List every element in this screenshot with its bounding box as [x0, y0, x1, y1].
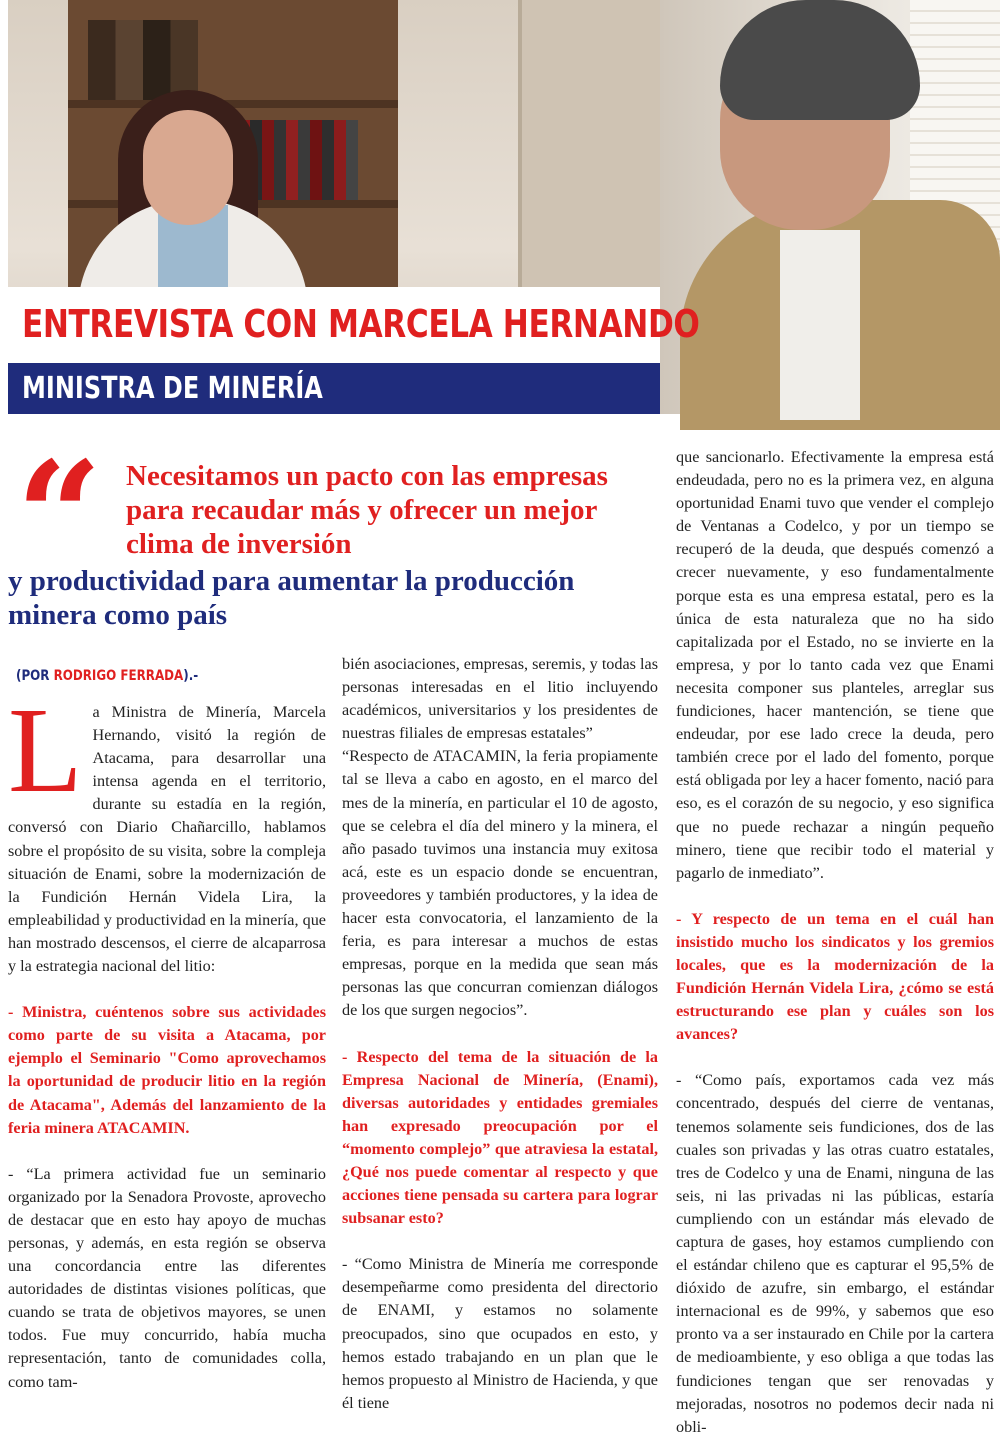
byline — [16, 668, 198, 684]
byline-prefix: (POR — [16, 668, 54, 684]
books — [88, 20, 198, 100]
quote-mark-icon: “ — [16, 429, 103, 605]
dropcap: L — [8, 683, 83, 818]
pull-quote-blue: y productividad para aumentar la producción minera como país — [8, 565, 575, 631]
byline-suffix: ).- — [183, 668, 199, 684]
answer-1-continued: bién asociaciones, empresas, seremis, y todas las personas interesadas en el litio incluyendo académicos, universitarios y los presidentes de nuestras filiales de empresas estatales” — [342, 655, 659, 743]
article-column-1 — [8, 683, 326, 1391]
answer-2-continued: que sancionarlo. Efectivamente la empresa está endeudada, pero no es la primera vez, en alguna oportunidad Enami tuvo que vender el complejo de Ventanas a Codelco, y por un tiempo se recuperó de la deuda, que después comenzó a crecer nuevamente, y eso fundamentalmente porque esta es una empresa estatal, pero es la única de esta naturaleza que no ha sido capitalizada por el Estado, no se invierte en la empresa, y por lo tanto cada vez que Enami necesita componer sus planteles, arreglar sus fundiciones, hacer mantención, se tiene que endeudar, por ese lado crece la deuda, pero también crece por el lado del fomento, porque está obligada por ley a hacer fomento, nació para eso, es el corazón de su negocio, y eso significa que no puede rechazar a ningún pequeño minero, tiene que recibir todo el material y pagarlo de inmediato”. — [676, 448, 994, 882]
question-2: - Respecto del tema de la situación de la Empresa Nacional de Minería, (Enami), diversas autoridades y entidades gremiales han expresado preocupación por el “momento complejo” que atraviesa la estatal, ¿Qué nos puede comentar al respecto y que acciones tiene pensada su cartera para lograr subsanar esto? — [342, 1047, 658, 1228]
atacamin-paragraph: “Respecto de ATACAMIN, la feria propiamente tal se lleva a cabo en agosto, en el marco del mes de la minería, en particular el 10 de agosto, que se celebra el día del minero y la minera, el año pasado tuvimos una instancia muy exitosa acá, este es un espacio donde se encuentran, proveedores y también productores, y la idea de hacer esta convocatoria, el lanzamiento de la feria, es para interesar a muchos de estas empresas, porque en la medida que sean más personas las que concurran comienzan diálogos de los que surgen negocios”. — [342, 747, 658, 1020]
answer-2: - “Como Ministra de Minería me corresponde desempeñarme como presidenta del directorio de ENAMI, y estamos no solamente preocupados, sino que ocupados en esto, y hemos estado trabajando en un plan que le hemos propuesto al Ministro de Hacienda, y que él tiene — [342, 1255, 658, 1412]
question-1: - Ministra, cuéntenos sobre sus actividades como parte de su visita a Atacama, por ejemplo el Seminario "Como aprovechamos la oportunidad de producir litio en la región de Atacama", Además del lanzamiento de la feria minera ATACAMIN. — [8, 1003, 326, 1137]
page-title: ENTREVISTA CON MARCELA HERNANDO — [22, 302, 700, 346]
pull-quote-red: Necesitamos un pacto con las empresas para recaudar más y ofrecer un mejor clima de inversión — [126, 460, 608, 560]
article-column-2 — [342, 653, 659, 1412]
answer-1: - “La primera actividad fue un seminario organizado por la Senadora Provoste, aprovecho de destacar que en esto hay apoyo de muchas personas, y además, en esta región se observa una concordancia entre las diferentes autoridades de distintas visiones políticas, que cuando se trata de objetivos mayores, se unen todos. Fue muy concurrido, había mucha representación, tanto de comunidades colla, como tam- — [8, 1164, 326, 1391]
page-subtitle: MINISTRA DE MINERÍA — [22, 371, 323, 406]
byline-author: RODRIGO FERRADA — [53, 668, 184, 684]
answer-3: - “Como país, exportamos cada vez más concentrado, después del cierre de ventanas, tenemos solamente seis fundiciones, dos de las cuales son privadas y las otras cuatro estatales, tres de Codelco y una de Enami, ninguna de las seis, ni las privadas ni las públicas, estaría cumpliendo con un estándar más elevado de captura de gases, hoy estamos cumpliendo con el estándar chileno que es capturar el 95,5% de dióxido de azufre, sin embargo, el estándar internacional es de 99%, y sabemos que eso pronto va a ser instaurado en Chile por la cartera de medioambiente, y eso obliga a que todas las fundiciones tengan que ser renovadas y mejoradas, nosotros no podemos decir nada ni obli- — [676, 1071, 994, 1436]
interview-photo-right — [660, 0, 992, 414]
man-hair — [720, 0, 920, 120]
intro-paragraph: a Ministra de Minería, Marcela Hernando, visitó la región de Atacama, para desarrollar una intensa agenda en el territorio, durante su estadía en la región, conversó con Diario Chañarcillo, hablamos sobre el propósito de su visita, sobre la compleja situación de Enami, sobre la modernización de la Fundición Hernán Videla Lira, la empleabilidad y productividad en la minería, que han mostrado descensos, el cierre de alcaparrosa y la estrategia nacional del litio: — [8, 703, 326, 976]
door — [518, 0, 672, 300]
woman-face — [143, 110, 233, 225]
article-column-3 — [676, 446, 994, 1436]
question-3: - Y respecto de un tema en el cuál han insistido mucho los sindicatos y los gremios locales, que es la modernización de la Fundición Hernán Videla Lira, ¿cómo se está estructurando ese plan y cuáles son los avances? — [676, 909, 994, 1044]
man-shirt — [780, 230, 860, 420]
